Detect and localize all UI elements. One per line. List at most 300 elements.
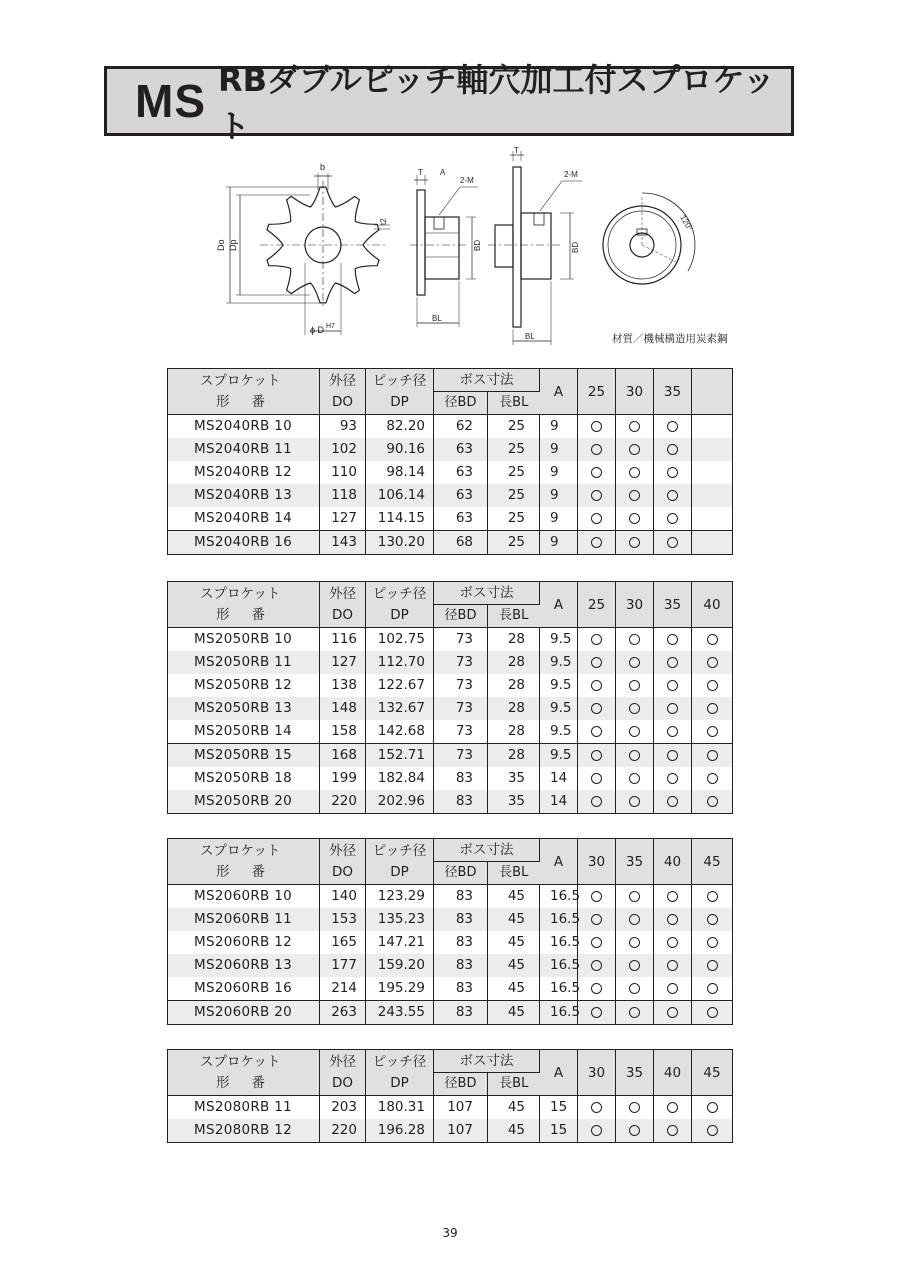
cell-bore-availability <box>692 720 733 744</box>
cell-dp: 243.55 <box>366 1001 434 1025</box>
cell-bl: 25 <box>488 415 540 439</box>
table-row <box>168 908 733 931</box>
header-bore: 35 <box>654 369 692 415</box>
label-a: A <box>440 168 446 177</box>
available-circle-icon <box>591 750 602 761</box>
cell-dp: 159.20 <box>366 954 434 977</box>
cell-bore-availability <box>692 931 733 954</box>
table-row <box>168 461 733 484</box>
header-boss: ボス寸法 <box>434 839 540 862</box>
header-bore: 30 <box>616 369 654 415</box>
cell-bore-availability <box>692 977 733 1001</box>
label-angle: 120° <box>678 213 695 233</box>
cell-a: 16.5 <box>540 1001 578 1025</box>
header-model-line2: 形番 <box>216 1074 287 1091</box>
cell-bl: 45 <box>488 1096 540 1120</box>
cell-bore-availability <box>578 674 616 697</box>
cell-dp: 132.67 <box>366 697 434 720</box>
cell-do: 168 <box>320 744 366 768</box>
header-bore: 40 <box>654 1050 692 1096</box>
cell-bore-availability <box>616 674 654 697</box>
cell-bore-availability <box>616 908 654 931</box>
available-circle-icon <box>629 703 640 714</box>
cell-bore-availability <box>654 885 692 909</box>
available-circle-icon <box>707 773 718 784</box>
available-circle-icon <box>591 983 602 994</box>
header-boss: ボス寸法 <box>434 369 540 392</box>
cell-bore-availability <box>578 415 616 439</box>
cell-bore-availability <box>692 1096 733 1120</box>
cell-bd: 63 <box>434 438 488 461</box>
cell-bd: 83 <box>434 767 488 790</box>
cell-model: MS2040RB 11 <box>168 438 320 461</box>
cell-bd: 73 <box>434 720 488 744</box>
cell-bore-availability <box>654 461 692 484</box>
cell-bore-availability <box>578 651 616 674</box>
cell-model: MS2040RB 16 <box>168 531 320 555</box>
available-circle-icon <box>667 937 678 948</box>
cell-bore-availability <box>616 1119 654 1143</box>
available-circle-icon <box>629 680 640 691</box>
cell-bore-availability <box>578 954 616 977</box>
cell-bore-availability <box>692 1001 733 1025</box>
header-model-line1: スプロケット <box>200 372 281 389</box>
cell-bore-availability <box>692 954 733 977</box>
available-circle-icon <box>707 750 718 761</box>
label-t-2: T <box>514 146 519 155</box>
available-circle-icon <box>707 657 718 668</box>
sprocket-side-view-hub <box>410 175 478 327</box>
header-model <box>168 582 320 628</box>
sprocket-side-view-double <box>488 151 582 345</box>
header-do <box>320 839 366 885</box>
header-boss: ボス寸法 <box>434 1050 540 1073</box>
cell-bore-availability <box>654 1096 692 1120</box>
cell-a: 15 <box>540 1119 578 1143</box>
cell-bore-availability <box>692 438 733 461</box>
cell-a: 9 <box>540 531 578 555</box>
available-circle-icon <box>629 421 640 432</box>
cell-bl: 45 <box>488 885 540 909</box>
cell-do: 143 <box>320 531 366 555</box>
header-do <box>320 1050 366 1096</box>
available-circle-icon <box>629 773 640 784</box>
available-circle-icon <box>707 914 718 925</box>
header-dp <box>366 582 434 628</box>
cell-bore-availability <box>616 628 654 652</box>
available-circle-icon <box>667 490 678 501</box>
table-row <box>168 674 733 697</box>
available-circle-icon <box>667 1125 678 1136</box>
hub-end-view <box>603 193 695 284</box>
header-dp <box>366 369 434 415</box>
available-circle-icon <box>591 444 602 455</box>
cell-bore-availability <box>578 697 616 720</box>
table-row <box>168 415 733 439</box>
header-do-line2: DO <box>331 393 354 410</box>
cell-bore-availability <box>616 651 654 674</box>
label-bl-1: BL <box>432 314 442 323</box>
available-circle-icon <box>629 726 640 737</box>
label-bd-1: BD <box>473 239 482 251</box>
header-dp-line1: ピッチ径 <box>372 372 427 389</box>
cell-dp: 112.70 <box>366 651 434 674</box>
label-b: b <box>320 162 326 172</box>
cell-model: MS2050RB 12 <box>168 674 320 697</box>
available-circle-icon <box>629 657 640 668</box>
header-a: A <box>540 582 578 628</box>
cell-bore-availability <box>578 977 616 1001</box>
cell-a: 16.5 <box>540 931 578 954</box>
cell-bore-availability <box>654 651 692 674</box>
header-bd: 径BD <box>434 1073 488 1096</box>
cell-dp: 106.14 <box>366 484 434 507</box>
cell-bore-availability <box>654 1119 692 1143</box>
cell-model: MS2060RB 13 <box>168 954 320 977</box>
cell-bore-availability <box>654 908 692 931</box>
available-circle-icon <box>667 1007 678 1018</box>
cell-bl: 25 <box>488 531 540 555</box>
available-circle-icon <box>629 467 640 478</box>
cell-model: MS2050RB 11 <box>168 651 320 674</box>
cell-bore-availability <box>616 885 654 909</box>
table-row <box>168 720 733 744</box>
available-circle-icon <box>591 914 602 925</box>
cell-do: 118 <box>320 484 366 507</box>
cell-bd: 83 <box>434 908 488 931</box>
header-bore: 35 <box>616 1050 654 1096</box>
cell-model: MS2050RB 18 <box>168 767 320 790</box>
available-circle-icon <box>591 1007 602 1018</box>
spec-table <box>167 1049 733 1143</box>
cell-bd: 73 <box>434 697 488 720</box>
cell-bl: 25 <box>488 438 540 461</box>
header-dp-line1: ピッチ径 <box>372 585 427 602</box>
label-dp: Dp <box>228 239 238 251</box>
cell-bl: 25 <box>488 507 540 531</box>
cell-bore-availability <box>578 1096 616 1120</box>
cell-bore-availability <box>654 415 692 439</box>
available-circle-icon <box>707 1125 718 1136</box>
cell-bd: 68 <box>434 531 488 555</box>
cell-bore-availability <box>692 767 733 790</box>
cell-bl: 28 <box>488 720 540 744</box>
sprocket-front-view <box>226 173 390 335</box>
cell-bore-availability <box>692 790 733 814</box>
header-model <box>168 369 320 415</box>
cell-model: MS2080RB 12 <box>168 1119 320 1143</box>
available-circle-icon <box>629 937 640 948</box>
available-circle-icon <box>707 937 718 948</box>
cell-bore-availability <box>654 767 692 790</box>
available-circle-icon <box>667 513 678 524</box>
cell-bd: 63 <box>434 484 488 507</box>
header-bd: 径BD <box>434 605 488 628</box>
cell-bore-availability <box>654 744 692 768</box>
cell-a: 14 <box>540 790 578 814</box>
header-do <box>320 369 366 415</box>
cell-bore-availability <box>616 1096 654 1120</box>
cell-bl: 28 <box>488 697 540 720</box>
cell-bore-availability <box>692 461 733 484</box>
available-circle-icon <box>667 634 678 645</box>
header-bore <box>692 369 733 415</box>
header-dp <box>366 1050 434 1096</box>
header-model-line2: 形番 <box>216 606 287 623</box>
cell-bore-availability <box>654 697 692 720</box>
header-dp-line1: ピッチ径 <box>372 842 427 859</box>
cell-bore-availability <box>578 790 616 814</box>
header-boss: ボス寸法 <box>434 582 540 605</box>
cell-dp: 180.31 <box>366 1096 434 1120</box>
cell-a: 9 <box>540 461 578 484</box>
header-dp-line2: DP <box>390 863 409 880</box>
header-bd: 径BD <box>434 862 488 885</box>
cell-bd: 107 <box>434 1119 488 1143</box>
table-row <box>168 531 733 555</box>
header-bore: 30 <box>578 839 616 885</box>
cell-bore-availability <box>578 531 616 555</box>
cell-model: MS2040RB 12 <box>168 461 320 484</box>
cell-model: MS2050RB 15 <box>168 744 320 768</box>
available-circle-icon <box>707 796 718 807</box>
cell-bore-availability <box>616 438 654 461</box>
cell-bd: 73 <box>434 744 488 768</box>
cell-bore-availability <box>654 720 692 744</box>
cell-bore-availability <box>578 720 616 744</box>
header-bore: 45 <box>692 1050 733 1096</box>
header-bd: 径BD <box>434 392 488 415</box>
cell-bore-availability <box>616 977 654 1001</box>
table-row <box>168 1001 733 1025</box>
sprocket-drawing <box>210 145 740 350</box>
cell-bore-availability <box>692 628 733 652</box>
cell-bore-availability <box>692 484 733 507</box>
available-circle-icon <box>591 490 602 501</box>
cell-bd: 63 <box>434 461 488 484</box>
cell-a: 9 <box>540 507 578 531</box>
available-circle-icon <box>591 537 602 548</box>
header-do-line1: 外径 <box>329 842 356 859</box>
cell-bore-availability <box>692 674 733 697</box>
available-circle-icon <box>667 657 678 668</box>
header-bore: 30 <box>578 1050 616 1096</box>
available-circle-icon <box>707 634 718 645</box>
cell-bore-availability <box>616 767 654 790</box>
cell-bl: 28 <box>488 628 540 652</box>
cell-bl: 45 <box>488 931 540 954</box>
available-circle-icon <box>591 960 602 971</box>
cell-a: 9 <box>540 484 578 507</box>
available-circle-icon <box>629 1007 640 1018</box>
header-bl: 長BL <box>488 862 540 885</box>
available-circle-icon <box>629 960 640 971</box>
available-circle-icon <box>629 634 640 645</box>
available-circle-icon <box>591 796 602 807</box>
header-bore: 40 <box>692 582 733 628</box>
cell-dp: 102.75 <box>366 628 434 652</box>
available-circle-icon <box>667 726 678 737</box>
cell-bore-availability <box>654 977 692 1001</box>
cell-bore-availability <box>654 507 692 531</box>
cell-do: 165 <box>320 931 366 954</box>
cell-bore-availability <box>654 1001 692 1025</box>
cell-bl: 28 <box>488 651 540 674</box>
available-circle-icon <box>707 726 718 737</box>
header-model <box>168 1050 320 1096</box>
cell-bore-availability <box>654 531 692 555</box>
cell-bore-availability <box>616 931 654 954</box>
cell-a: 16.5 <box>540 977 578 1001</box>
cell-do: 116 <box>320 628 366 652</box>
available-circle-icon <box>629 914 640 925</box>
header-a: A <box>540 369 578 415</box>
label-m-2: 2-M <box>564 170 578 179</box>
available-circle-icon <box>667 983 678 994</box>
available-circle-icon <box>667 914 678 925</box>
available-circle-icon <box>629 750 640 761</box>
cell-bore-availability <box>578 1001 616 1025</box>
header-bl: 長BL <box>488 605 540 628</box>
header-dp-line2: DP <box>390 1074 409 1091</box>
label-m-1: 2-M <box>460 176 474 185</box>
cell-bore-availability <box>692 651 733 674</box>
cell-bore-availability <box>578 507 616 531</box>
title-prefix: MS <box>135 75 206 127</box>
cell-bl: 45 <box>488 1119 540 1143</box>
title-box <box>104 61 794 145</box>
header-model <box>168 839 320 885</box>
cell-model: MS2040RB 14 <box>168 507 320 531</box>
header-model-line2: 形番 <box>216 393 287 410</box>
available-circle-icon <box>591 726 602 737</box>
cell-dp: 82.20 <box>366 415 434 439</box>
cell-do: 138 <box>320 674 366 697</box>
available-circle-icon <box>591 634 602 645</box>
header-bore: 40 <box>654 839 692 885</box>
cell-bore-availability <box>578 767 616 790</box>
available-circle-icon <box>707 983 718 994</box>
header-do-line1: 外径 <box>329 1053 356 1070</box>
header-bore: 25 <box>578 582 616 628</box>
header-bore: 35 <box>616 839 654 885</box>
cell-bore-availability <box>692 744 733 768</box>
header-bore: 35 <box>654 582 692 628</box>
header-model-line1: スプロケット <box>200 1053 281 1070</box>
available-circle-icon <box>591 657 602 668</box>
cell-bore-availability <box>654 931 692 954</box>
available-circle-icon <box>667 680 678 691</box>
header-dp-line2: DP <box>390 393 409 410</box>
cell-bd: 107 <box>434 1096 488 1120</box>
cell-a: 14 <box>540 767 578 790</box>
cell-dp: 98.14 <box>366 461 434 484</box>
available-circle-icon <box>667 1102 678 1113</box>
cell-bore-availability <box>578 628 616 652</box>
header-bore: 30 <box>616 582 654 628</box>
cell-bd: 83 <box>434 954 488 977</box>
cell-do: 177 <box>320 954 366 977</box>
available-circle-icon <box>591 513 602 524</box>
cell-do: 127 <box>320 651 366 674</box>
cell-do: 220 <box>320 790 366 814</box>
table-row <box>168 697 733 720</box>
cell-bore-availability <box>578 931 616 954</box>
cell-bl: 45 <box>488 1001 540 1025</box>
cell-bl: 45 <box>488 977 540 1001</box>
cell-bore-availability <box>692 507 733 531</box>
cell-bore-availability <box>692 531 733 555</box>
header-model-line2: 形番 <box>216 863 287 880</box>
cell-a: 9.5 <box>540 744 578 768</box>
cell-bore-availability <box>692 885 733 909</box>
cell-bore-availability <box>692 415 733 439</box>
available-circle-icon <box>667 750 678 761</box>
cell-model: MS2050RB 13 <box>168 697 320 720</box>
cell-bore-availability <box>654 484 692 507</box>
cell-do: 153 <box>320 908 366 931</box>
cell-dp: 202.96 <box>366 790 434 814</box>
cell-do: 93 <box>320 415 366 439</box>
header-dp <box>366 839 434 885</box>
spec-table <box>167 581 733 814</box>
table-row <box>168 484 733 507</box>
cell-dp: 90.16 <box>366 438 434 461</box>
cell-bore-availability <box>616 531 654 555</box>
cell-dp: 147.21 <box>366 931 434 954</box>
table-row <box>168 507 733 531</box>
cell-bd: 73 <box>434 674 488 697</box>
cell-bl: 35 <box>488 790 540 814</box>
available-circle-icon <box>707 1007 718 1018</box>
cell-a: 9.5 <box>540 674 578 697</box>
available-circle-icon <box>629 537 640 548</box>
available-circle-icon <box>667 467 678 478</box>
cell-model: MS2060RB 16 <box>168 977 320 1001</box>
cell-bore-availability <box>692 697 733 720</box>
cell-bd: 83 <box>434 790 488 814</box>
cell-a: 9 <box>540 415 578 439</box>
cell-bore-availability <box>654 438 692 461</box>
available-circle-icon <box>707 703 718 714</box>
cell-bl: 25 <box>488 484 540 507</box>
header-do-line2: DO <box>331 606 354 623</box>
cell-bore-availability <box>578 744 616 768</box>
table-row <box>168 1119 733 1143</box>
cell-model: MS2050RB 10 <box>168 628 320 652</box>
cell-bore-availability <box>578 908 616 931</box>
cell-model: MS2060RB 10 <box>168 885 320 909</box>
available-circle-icon <box>591 680 602 691</box>
cell-bore-availability <box>616 697 654 720</box>
available-circle-icon <box>591 773 602 784</box>
cell-bore-availability <box>616 461 654 484</box>
available-circle-icon <box>667 703 678 714</box>
table-row <box>168 790 733 814</box>
cell-bore-availability <box>616 954 654 977</box>
cell-dp: 182.84 <box>366 767 434 790</box>
available-circle-icon <box>707 960 718 971</box>
available-circle-icon <box>707 891 718 902</box>
page-number: 39 <box>442 1226 458 1240</box>
cell-bd: 73 <box>434 651 488 674</box>
cell-model: MS2060RB 20 <box>168 1001 320 1025</box>
cell-bore-availability <box>692 908 733 931</box>
cell-bore-availability <box>654 790 692 814</box>
available-circle-icon <box>629 983 640 994</box>
cell-a: 9.5 <box>540 651 578 674</box>
cell-dp: 130.20 <box>366 531 434 555</box>
